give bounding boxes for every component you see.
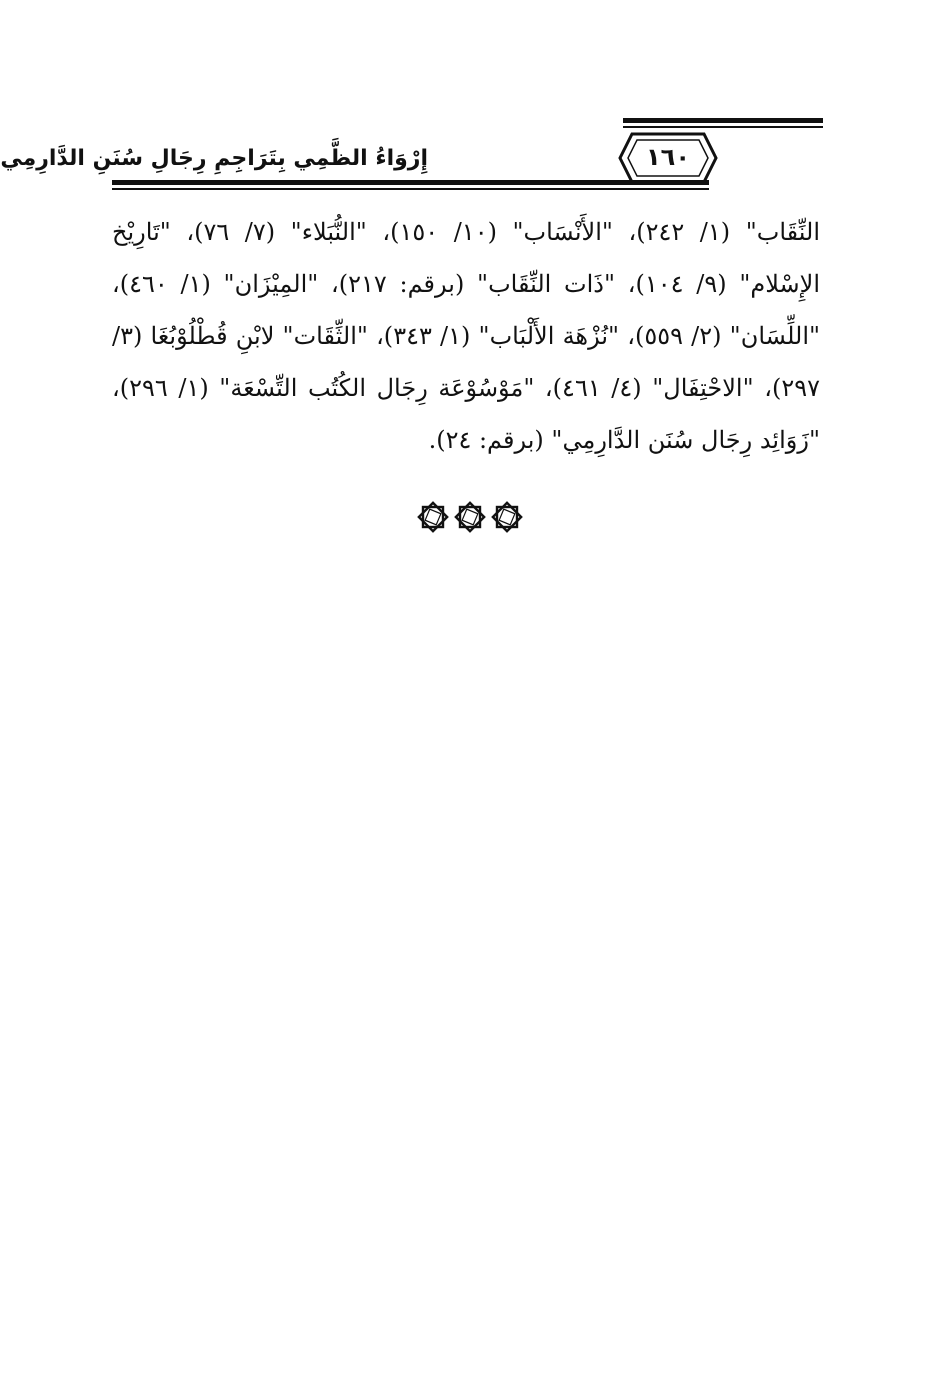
- section-end-ornaments: [416, 500, 524, 536]
- eight-point-star-icon: [490, 500, 524, 534]
- header-bottom-rule: [112, 180, 709, 185]
- page-header: [0, 0, 952, 200]
- eight-point-star-icon: [416, 500, 450, 534]
- page-number: ١٦٠: [646, 143, 690, 171]
- header-bottom-thin-rule: [112, 188, 709, 190]
- header-top-rule: [623, 118, 823, 123]
- running-title: إِرْوَاءُ الظَّمِي بِتَرَاجِمِ رِجَالِ سُنَنِ الدَّارِمِي: [0, 146, 428, 171]
- body-paragraph: النِّقَاب" (١/ ٢٤٢)، "الأَنْسَاب" (١٠/ ١٥٠)، "النُّبَلاء" (٧/ ٧٦)، "تَارِيْخ الإِسْلام" (٩/ ١٠٤)، "ذَات النِّقَاب" (برقم: ٢١٧)، "المِيْزَان" (١/ ٤٦٠)، "اللِّسَان" (٢/ ٥٥٩)، "نُزْهَة الأَلْبَاب" (١/ ٣٤٣)، "الثِّقَات" لابْنِ قُطْلُوْبُغَا (٣/ ٢٩٧)، "الاحْتِفَال" (٤/ ٤٦١)، "مَوْسُوْعَة رِجَال الكُتُب التِّسْعَة" (١/ ٢٩٦)، "زَوَائِد رِجَال سُنَن الدَّارِمِي" (برقم: ٢٤).: [112, 218, 821, 454]
- eight-point-star-icon: [453, 500, 487, 534]
- header-top-thin-rule: [623, 126, 823, 128]
